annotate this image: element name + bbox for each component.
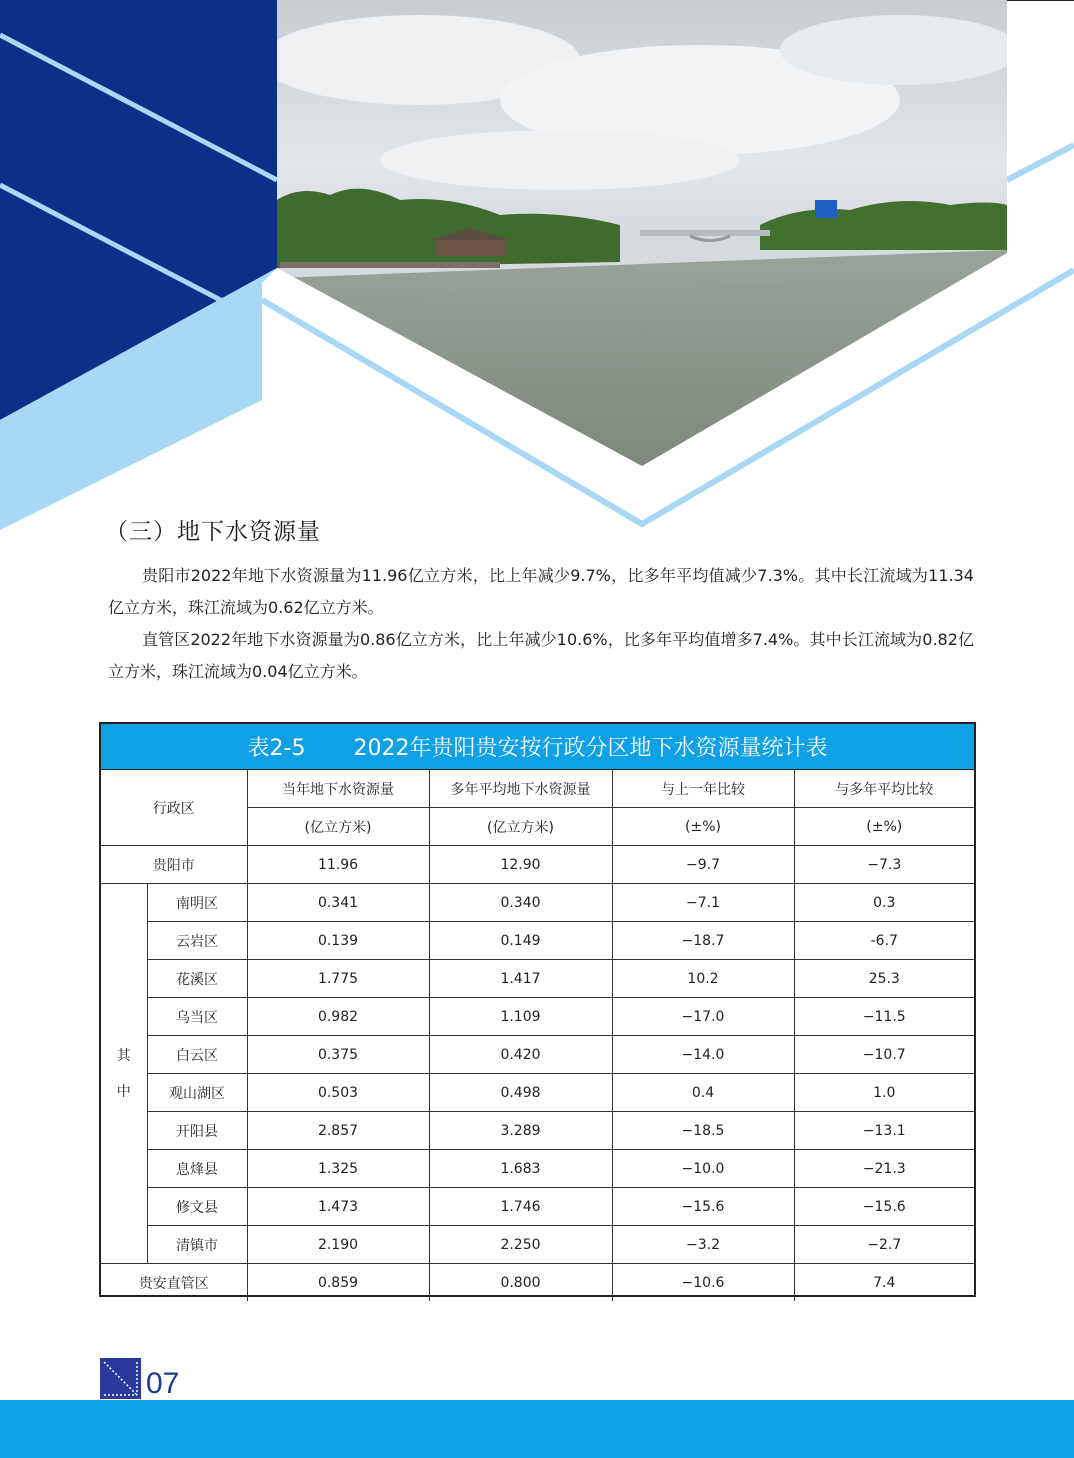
table-row-last (101, 1264, 974, 1302)
header-row (101, 770, 974, 808)
table-cell: −3.2 (612, 1226, 794, 1264)
table-cell: -6.7 (794, 922, 974, 960)
table-cell: 贵阳市 (101, 846, 247, 884)
table-title (101, 724, 974, 770)
table-cell: 0.859 (247, 1264, 429, 1302)
table-cell: 1.0 (794, 1074, 974, 1112)
table-cell: 0.375 (247, 1036, 429, 1074)
table-cell: −11.5 (794, 998, 974, 1036)
table-cell: 南明区 (147, 884, 247, 922)
table-cell: 10.2 (612, 960, 794, 998)
header-vs-avg: 与多年平均比较 (794, 770, 974, 808)
table-row (101, 1112, 974, 1150)
table-title-number: 表2-5 (247, 736, 306, 761)
table-cell: 云岩区 (147, 922, 247, 960)
table-cell: 1.417 (429, 960, 612, 998)
table-cell: −21.3 (794, 1150, 974, 1188)
decorative-header (0, 0, 1074, 560)
table-cell: 0.149 (429, 922, 612, 960)
table-cell: 修文县 (147, 1188, 247, 1226)
table-cell: −10.6 (612, 1264, 794, 1302)
table-row (101, 1036, 974, 1074)
table-cell: 开阳县 (147, 1112, 247, 1150)
page-number: 07 (146, 1367, 180, 1400)
table-cell: 2.250 (429, 1226, 612, 1264)
table-cell: 白云区 (147, 1036, 247, 1074)
table-cell: 清镇市 (147, 1226, 247, 1264)
table-cell: −13.1 (794, 1112, 974, 1150)
group-label-char: 中 (116, 1083, 131, 1100)
table-cell: −7.3 (794, 846, 974, 884)
table-cell: −10.7 (794, 1036, 974, 1074)
page-corner-icon (100, 1358, 141, 1399)
table-cell: 0.982 (247, 998, 429, 1036)
groundwater-table (99, 722, 976, 1297)
unit-current: (亿立方米) (247, 808, 429, 846)
table-cell: 0.4 (612, 1074, 794, 1112)
table-cell: −15.6 (612, 1188, 794, 1226)
table-cell: 2.857 (247, 1112, 429, 1150)
data-table (101, 770, 974, 1301)
table-cell: −18.7 (612, 922, 794, 960)
header-current: 当年地下水资源量 (247, 770, 429, 808)
unit-vs-last: (±%) (612, 808, 794, 846)
table-cell: 1.325 (247, 1150, 429, 1188)
table-row (101, 1074, 974, 1112)
unit-average: (亿立方米) (429, 808, 612, 846)
total-row (101, 846, 974, 884)
table-cell: 0.139 (247, 922, 429, 960)
table-cell: −14.0 (612, 1036, 794, 1074)
table-row (101, 1226, 974, 1264)
table-cell: −17.0 (612, 998, 794, 1036)
header-region: 行政区 (101, 770, 247, 846)
table-cell: 花溪区 (147, 960, 247, 998)
table-cell: 0.341 (247, 884, 429, 922)
table-cell: 息烽县 (147, 1150, 247, 1188)
table-row (101, 884, 974, 922)
table-cell: 12.90 (429, 846, 612, 884)
table-cell: 0.3 (794, 884, 974, 922)
table-cell: 2.190 (247, 1226, 429, 1264)
table-row (101, 960, 974, 998)
group-label-char: 其 (116, 1047, 131, 1064)
footer-bar (0, 1400, 1074, 1458)
table-cell: 11.96 (247, 846, 429, 884)
table-cell: 1.109 (429, 998, 612, 1036)
table-cell: 贵安直管区 (101, 1264, 247, 1302)
group-label (101, 884, 147, 1264)
table-row (101, 1188, 974, 1226)
header-vs-last: 与上一年比较 (612, 770, 794, 808)
table-cell: −7.1 (612, 884, 794, 922)
table-cell: 0.503 (247, 1074, 429, 1112)
table-cell: −10.0 (612, 1150, 794, 1188)
paragraph-guiyang: 贵阳市2022年地下水资源量为11.96亿立方米，比上年减少9.7%，比多年平均值减少7.3%。其中长江流域为11.34亿立方米，珠江流域为0.62亿立方米。 (108, 566, 974, 617)
table-cell: −9.7 (612, 846, 794, 884)
table-cell: 25.3 (794, 960, 974, 998)
table-cell: −18.5 (612, 1112, 794, 1150)
table-cell: 1.775 (247, 960, 429, 998)
table-cell: 1.473 (247, 1188, 429, 1226)
table-cell: 观山湖区 (147, 1074, 247, 1112)
table-cell: 0.800 (429, 1264, 612, 1302)
table-cell: 3.289 (429, 1112, 612, 1150)
table-cell: −2.7 (794, 1226, 974, 1264)
unit-vs-avg: (±%) (794, 808, 974, 846)
table-title-text: 2022年贵阳贵安按行政分区地下水资源量统计表 (353, 736, 828, 761)
table-cell: 乌当区 (147, 998, 247, 1036)
paragraph-zhiguanqu: 直管区2022年地下水资源量为0.86亿立方米，比上年减少10.6%，比多年平均值增多7.4%。其中长江流域为0.82亿立方米，珠江流域为0.04亿立方米。 (108, 630, 974, 681)
table-cell: −15.6 (794, 1188, 974, 1226)
table-cell: 7.4 (794, 1264, 974, 1302)
table-cell: 0.340 (429, 884, 612, 922)
table-row (101, 922, 974, 960)
table-row (101, 998, 974, 1036)
header-average: 多年平均地下水资源量 (429, 770, 612, 808)
table-cell: 0.498 (429, 1074, 612, 1112)
section-heading: （三）地下水资源量 (105, 519, 321, 545)
table-cell: 1.683 (429, 1150, 612, 1188)
table-cell: 1.746 (429, 1188, 612, 1226)
table-cell: 0.420 (429, 1036, 612, 1074)
table-row (101, 1150, 974, 1188)
